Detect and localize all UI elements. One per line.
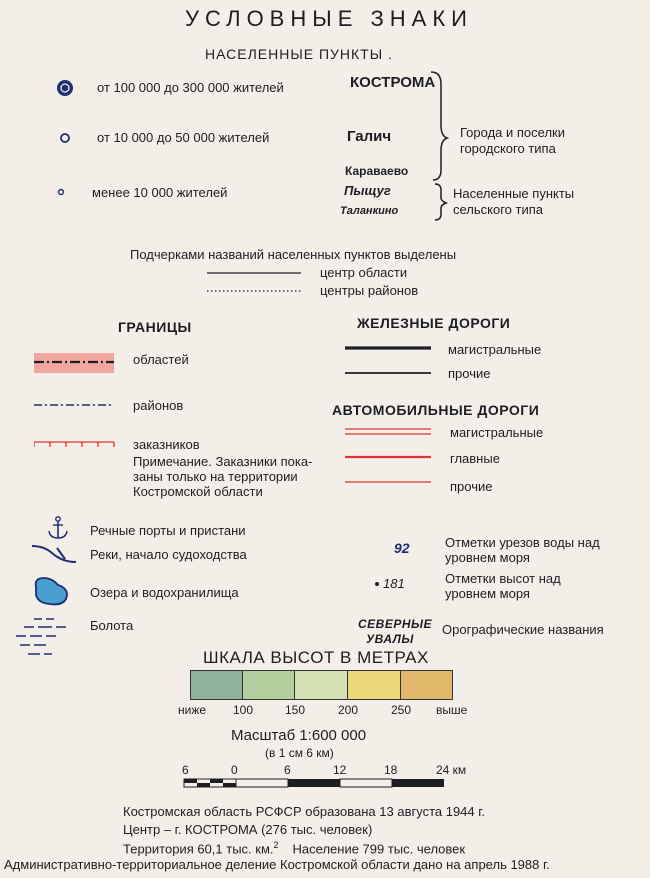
settlement-example-pyshchug: Пыщуг bbox=[344, 183, 391, 198]
underline-dotted-label: центры районов bbox=[320, 283, 419, 298]
water-mark-label-2: уровнем моря bbox=[445, 550, 530, 565]
scale-bar bbox=[180, 776, 450, 792]
border-oblast-label: областей bbox=[133, 352, 189, 367]
highway-primary-label: главные bbox=[450, 451, 500, 466]
height-mark-label-1: Отметки высот над bbox=[445, 571, 561, 586]
highway-other-label: прочие bbox=[450, 479, 493, 494]
swamps-label: Болота bbox=[90, 618, 134, 633]
settlement-row-1-label: от 100 000 до 300 000 жителей bbox=[97, 80, 284, 95]
settlement-row-2-label: от 10 000 до 50 000 жителей bbox=[97, 130, 270, 145]
highways-heading: АВТОМОБИЛЬНЫЕ ДОРОГИ bbox=[332, 402, 540, 418]
settlement-row-3-label: менее 10 000 жителей bbox=[92, 185, 228, 200]
border-symbols bbox=[34, 348, 120, 448]
height-tick-250: 250 bbox=[391, 703, 412, 717]
footer-line-1: Костромская область РСФСР образована 13 августа 1944 г. bbox=[123, 804, 486, 819]
height-tick-200: 200 bbox=[338, 703, 359, 717]
ports-label: Речные порты и пристани bbox=[90, 523, 246, 538]
height-tick-100: 100 bbox=[233, 703, 254, 717]
lake-icon bbox=[30, 575, 72, 607]
footer-line-3 bbox=[123, 840, 465, 856]
settlement-example-karavaevo: Караваево bbox=[345, 164, 409, 178]
scale-tick-0: 0 bbox=[231, 763, 238, 777]
scale-tick-12: 12 bbox=[333, 763, 347, 777]
footer-line-2: Центр – г. КОСТРОМА (276 тыс. человек) bbox=[123, 822, 373, 837]
height-point-icon bbox=[375, 582, 379, 586]
lakes-label: Озера и водохранилища bbox=[90, 585, 239, 600]
brace-icon bbox=[425, 70, 449, 222]
group-urban-label: Города и поселки городского типа bbox=[460, 125, 565, 156]
scale-tick-6: 6 bbox=[284, 763, 291, 777]
height-scale-heading: ШКАЛА ВЫСОТ В МЕТРАХ bbox=[203, 648, 429, 667]
railways-heading: ЖЕЛЕЗНЫЕ ДОРОГИ bbox=[357, 315, 511, 331]
height-tick-150: 150 bbox=[285, 703, 306, 717]
highway-main-label: магистральные bbox=[450, 425, 544, 440]
scale-tick-6-left: 6 bbox=[182, 763, 189, 777]
railway-main-label: магистральные bbox=[448, 342, 542, 357]
swamp-icon bbox=[12, 615, 72, 659]
river-icon bbox=[30, 540, 80, 568]
reserve-border-ticks bbox=[34, 442, 114, 447]
oro-example-2: УВАЛЫ bbox=[366, 632, 414, 646]
footer-line-4: Административно-территориальное деление Костромской области дано на апрель 1988 г. bbox=[4, 857, 550, 872]
borders-heading: ГРАНИЦЫ bbox=[118, 319, 192, 335]
railway-other-label: прочие bbox=[448, 366, 491, 381]
anchor-icon bbox=[44, 516, 72, 542]
border-note-line-3: Костромской области bbox=[133, 484, 263, 499]
map-scale-label: Масштаб 1:600 000 bbox=[231, 727, 367, 744]
legend-title: УСЛОВНЫЕ ЗНАКИ bbox=[185, 6, 473, 31]
height-mark-value: 181 bbox=[383, 576, 405, 591]
height-band-above-250 bbox=[400, 670, 453, 700]
large-city-symbol bbox=[57, 80, 73, 96]
footer-territory: Территория 60,1 тыс. км. bbox=[123, 841, 274, 857]
settlement-example-talankino: Таланкино bbox=[340, 205, 399, 217]
village-symbol bbox=[59, 190, 64, 195]
underline-solid-label: центр области bbox=[320, 265, 408, 280]
settlement-example-galich: Галич bbox=[347, 128, 392, 145]
border-reserve-label: заказников bbox=[133, 437, 200, 452]
height-tick-below: ниже bbox=[178, 703, 207, 717]
height-band-below-100 bbox=[190, 670, 243, 700]
town-symbol bbox=[61, 134, 69, 142]
highway-symbols bbox=[343, 424, 433, 488]
scale-tick-18: 18 bbox=[384, 763, 398, 777]
rivers-label: Реки, начало судоходства bbox=[90, 547, 247, 562]
oro-label: Орографические названия bbox=[442, 622, 604, 637]
map-scale-sublabel: (в 1 см 6 км) bbox=[265, 746, 334, 760]
scale-tick-24: 24 км bbox=[436, 763, 467, 777]
railway-symbols bbox=[343, 340, 433, 380]
underline-samples bbox=[205, 268, 305, 296]
border-note-line-1: Примечание. Заказники пока- bbox=[133, 454, 313, 469]
height-tick-above: выше bbox=[436, 703, 468, 717]
settlements-heading: НАСЕЛЕННЫЕ ПУНКТЫ . bbox=[205, 46, 393, 62]
group-rural-label: Населенные пункты сельского типа bbox=[453, 186, 575, 217]
height-band-100-150 bbox=[242, 670, 295, 700]
height-band-150-200 bbox=[294, 670, 348, 700]
settlement-symbols bbox=[55, 80, 75, 210]
water-mark-value: 92 bbox=[394, 540, 410, 556]
height-band-200-250 bbox=[347, 670, 401, 700]
height-mark-label-2: уровнем моря bbox=[445, 586, 530, 601]
underline-intro: Подчерками названий населенных пунктов выделены bbox=[130, 247, 457, 262]
border-note-line-2: заны только на территории bbox=[133, 469, 298, 484]
footer-population: Население 799 тыс. человек bbox=[292, 841, 466, 857]
water-mark-label-1: Отметки урезов воды над bbox=[445, 535, 600, 550]
footer-territory-sup: 2 bbox=[273, 840, 279, 850]
oro-example-1: СЕВЕРНЫЕ bbox=[358, 617, 433, 631]
border-raion-label: районов bbox=[133, 398, 184, 413]
settlement-example-kostroma: КОСТРОМА bbox=[350, 74, 436, 91]
